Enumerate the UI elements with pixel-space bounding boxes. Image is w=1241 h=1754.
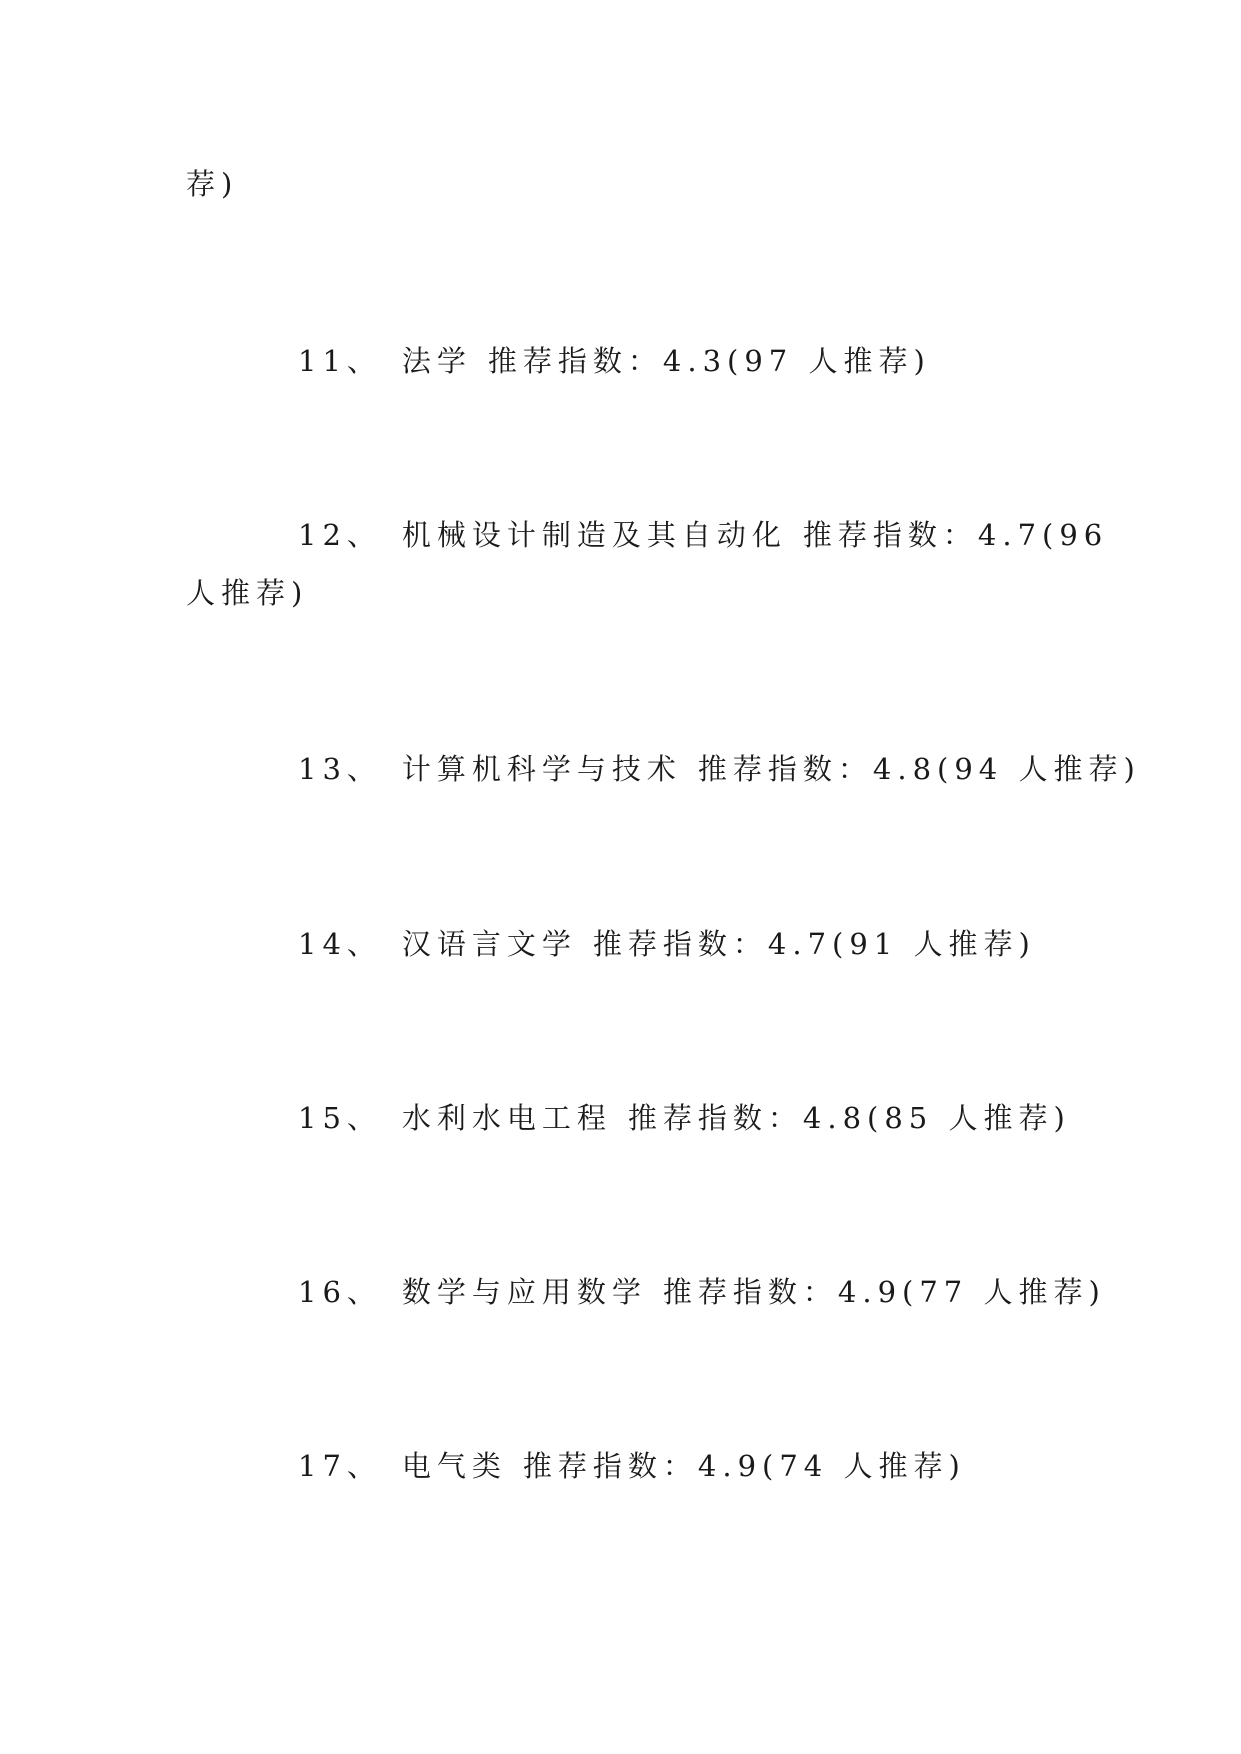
item-number: 13、 bbox=[298, 752, 382, 786]
list-item bbox=[186, 506, 1178, 564]
major-name: 数学与应用数学 bbox=[401, 1275, 647, 1309]
major-name: 电气类 bbox=[401, 1449, 507, 1483]
recommend-info: 推荐指数：4.9(77 人推荐) bbox=[662, 1275, 1106, 1309]
recommend-info-wrap: 人推荐) bbox=[186, 576, 309, 610]
item-number: 17、 bbox=[298, 1449, 382, 1483]
major-name: 法学 bbox=[401, 344, 472, 378]
major-name: 汉语言文学 bbox=[401, 927, 577, 961]
list-item bbox=[186, 1437, 1178, 1495]
item-number: 14、 bbox=[298, 927, 382, 961]
item-number: 11、 bbox=[298, 344, 382, 378]
major-name: 水利水电工程 bbox=[401, 1101, 612, 1135]
recommend-info: 推荐指数：4.9(74 人推荐) bbox=[522, 1449, 966, 1483]
list-item bbox=[186, 1263, 1178, 1321]
list-item bbox=[186, 332, 1178, 390]
list-item bbox=[186, 1089, 1178, 1147]
fragment-text: 荐) bbox=[186, 167, 239, 201]
recommend-info: 推荐指数：4.8(94 人推荐) bbox=[697, 752, 1141, 786]
major-name: 计算机科学与技术 bbox=[401, 752, 682, 786]
list-item bbox=[186, 915, 1178, 973]
list-item-wrap bbox=[186, 564, 1066, 622]
recommend-info: 推荐指数：4.7(91 人推荐) bbox=[592, 927, 1036, 961]
recommend-info: 推荐指数：4.3(97 人推荐) bbox=[487, 344, 931, 378]
major-name: 机械设计制造及其自动化 bbox=[401, 518, 787, 552]
recommend-info: 推荐指数：4.7(96 bbox=[802, 518, 1109, 552]
continued-text bbox=[186, 155, 1066, 213]
item-number: 16、 bbox=[298, 1275, 382, 1309]
item-number: 12、 bbox=[298, 518, 382, 552]
recommend-info: 推荐指数：4.8(85 人推荐) bbox=[627, 1101, 1071, 1135]
item-number: 15、 bbox=[298, 1101, 382, 1135]
list-item bbox=[186, 740, 1178, 798]
